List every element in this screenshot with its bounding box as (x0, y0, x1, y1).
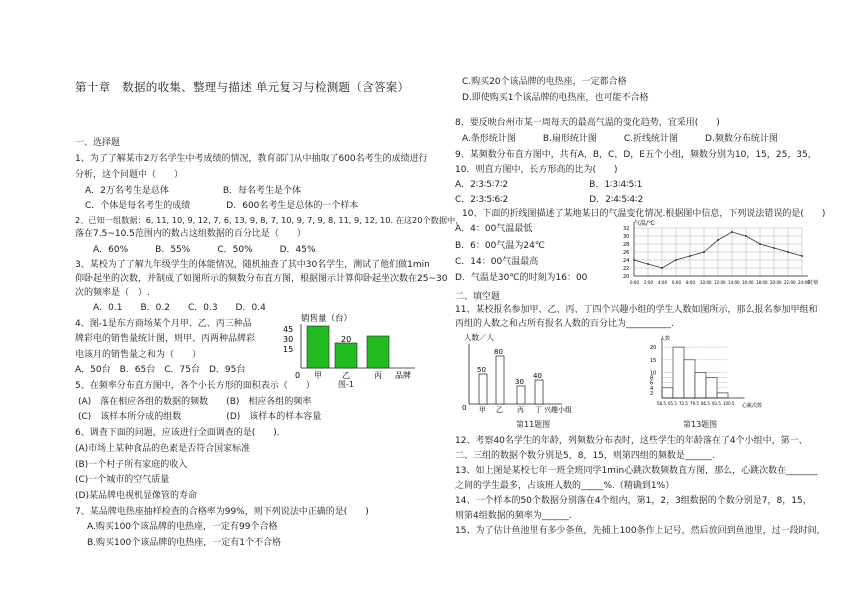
temp-xtick: 12:00 (714, 280, 726, 285)
fig1-cat-yi: 乙 (342, 371, 350, 380)
fig1-origin: 0 (295, 371, 301, 380)
q7-option-d: D.即使购买1个该品牌的电热座，也可能不合格 (462, 93, 649, 103)
q4-options: A．50台 B．65台 C．75台 D．95台 (75, 365, 246, 375)
fig1-ylabel: 销售量（台） (301, 314, 353, 324)
fig13-heartbeat-histogram (640, 332, 780, 414)
fig13-ylabel: 人数 (660, 336, 671, 342)
fig1-bar-bing (367, 336, 389, 368)
q3-line2: 仰卧起坐的次数，并制成了如图所示的频数分布直方图，根据图示计算仰卧起坐次数在25~30 (75, 274, 448, 284)
fig11-label-ding: 40 (533, 372, 542, 380)
temp-ytick: 32 (623, 226, 630, 232)
page-title: 第十章 数据的收集、整理与描述 单元复习与检测题（含答案） (75, 80, 410, 94)
temp-point (759, 243, 761, 245)
q6-option-a: (A)市场上某种食品的色素是否符合国家标准 (75, 444, 251, 454)
temp-xtick: 16:00 (742, 280, 754, 285)
fig13-ytick: 2 (650, 390, 654, 397)
fig11-ylabel: 人数／人 (464, 333, 494, 342)
q2-line1: 2、已知一组数据：6, 11, 10, 9, 12, 7, 6, 13, 9, 8, 7, 10, 9, 7, 9, 8, 11, 9, 12, 10. 在这20个数据中， (75, 215, 464, 225)
fig11-bar-bing (517, 386, 525, 404)
fig11-cat-ding: 丁 (535, 406, 542, 414)
q11-line2: 丙组的人数之和占所有报名人数的百分比为__________. (455, 319, 674, 329)
temp-ytick: 24 (623, 258, 630, 264)
q6-option-d: (D)某品牌电视机显像管的寿命 (75, 491, 197, 501)
q8-options: A.条形统计图 B.扇形统计图 C.折线统计图 D.频数分布统计图 (462, 134, 778, 144)
temp-xlabel: 时刻 (808, 280, 819, 286)
temp-xtick: 10:00 (700, 280, 712, 285)
q1-options-ab: A．2万名考生是总体 B．每名考生是个体 (85, 186, 302, 196)
q3-options: A．0.1 B．0.2 C．0.3 D．0.4 (93, 303, 266, 313)
fig11-label-jia: 50 (477, 366, 486, 374)
q13-line1: 13、如上图是某校七年一班全班同学1min心跳次数频数直方图，那么，心跳次数在_______ (455, 466, 818, 476)
fig13-caption: 第13题图 (683, 420, 718, 429)
temp-xtick: 22:00 (784, 280, 796, 285)
fig11-cat-jia: 甲 (479, 406, 486, 414)
fig13-bar (673, 347, 684, 398)
fig1-xlabel: 品牌 (395, 371, 411, 380)
q2-line2: 落在7.5~10.5范围内的数占这组数据的百分比是（ ） (75, 229, 306, 239)
fig11-cat-bing: 丙 (517, 406, 524, 414)
fig13-xtick: 65.5 (668, 401, 677, 406)
temp-xtick: 2:00 (644, 280, 653, 285)
fig13-bar (684, 360, 695, 398)
fig13-ytick: 8 (650, 375, 654, 382)
fig13-bar (706, 378, 717, 398)
fig11-caption: 第11题图 (516, 420, 551, 429)
fig13-xtick: 72.5 (679, 401, 688, 406)
fig13-xtick: 100.5 (723, 401, 735, 406)
fig1-ytick-15: 15 (283, 345, 294, 354)
q7-option-c: C.购买20个该品牌的电热座，一定都合格 (462, 77, 627, 87)
fig13-xlabel: 心跳次数 (742, 403, 763, 409)
q10-option-b: B．6：00气温为24℃ (455, 241, 545, 251)
temp-point (647, 263, 649, 265)
fig1-cat-jia: 甲 (314, 371, 322, 380)
fig13-xtick: 86.5 (701, 401, 710, 406)
q4-line3: 电该月的销售量之和为（ ） (75, 350, 202, 360)
fig11-origin: 0 (462, 404, 467, 412)
temp-ytick: 20 (623, 274, 630, 280)
fig13-ytick: 4 (650, 385, 654, 392)
temp-xtick: 14:00 (728, 280, 740, 285)
q9-options-cd: C．2∶3∶5∶6∶2 D．2∶4∶5∶4∶2 (455, 195, 644, 205)
temp-point (801, 255, 803, 257)
temp-point (787, 251, 789, 253)
q5-line1: 5、在频率分布直方图中，各个小长方形的面积表示（ ） (75, 381, 315, 391)
temp-point (731, 231, 733, 233)
q7-option-b: B.购买100个该品牌的电热座，一定有1个不合格 (87, 538, 281, 548)
fig11-bar-yi (496, 356, 504, 404)
q14-line1: 14、一个样本的50个数据分别落在4个组内，第1，2，3组数据的个数分别是7，8，15， (455, 496, 812, 506)
fig1-sales-bar-chart (275, 312, 425, 384)
fig11-bar-jia (479, 374, 487, 404)
temp-point (773, 247, 775, 249)
temp-xtick: 20:00 (770, 280, 782, 285)
temp-point (717, 239, 719, 241)
temp-point (703, 251, 705, 253)
q9-options-ab: A．2∶3∶5∶7∶2 B．1∶3∶4∶5∶1 (455, 180, 643, 190)
fig11-label-bing: 30 (515, 378, 524, 386)
q15-line1: 15、为了估计鱼池里有多少条鱼，先捕上100条作上记号，然后放回到鱼池里，过一段时间， (455, 526, 826, 536)
section-fill-heading: 二、填空题 (455, 292, 501, 302)
fig13-bar (695, 373, 706, 398)
temp-ytick: 22 (623, 266, 630, 272)
temp-point (689, 255, 691, 257)
temp-ytick: 26 (623, 250, 630, 256)
fig11-bar-ding (535, 380, 543, 404)
q12-line2: 二、三组的数据个数分别是5，8，15，则第四组的频数是______. (455, 451, 715, 461)
q10-line1: 10、下面的折线图描述了某地某日的气温变化情况.根据图中信息，下列说法错误的是( ) (462, 209, 826, 219)
fig11-xlabel: 兴趣小组 (544, 406, 572, 414)
temp-ytick: 30 (623, 234, 630, 240)
q1-options-cd: C．个体是每名考生的成绩 D．600名考生是总体的一个样本 (85, 201, 359, 211)
temp-line-chart (622, 218, 827, 288)
temp-point (745, 235, 747, 237)
q4-line1: 4、图-1是东方商场某个月甲、乙、丙三种品 (75, 319, 252, 329)
q3-line1: 3、某校为了了解九年级学生的体能情况，随机抽查了其中30名学生，测试了他们做1min (75, 260, 430, 270)
q7-option-a: A.购买100个该品牌的电热座，一定有99个合格 (87, 522, 278, 532)
q10-option-d: D．气温是30℃的时刻为16：00 (455, 273, 588, 283)
fig11-label-yi: 80 (494, 348, 503, 356)
fig13-xtick: 79.5 (690, 401, 699, 406)
q3-line3: 次的频率是（ ）. (75, 288, 150, 298)
q10-option-c: C．14：00气温最高 (455, 257, 539, 267)
q2-options: A．60% B．55% C．50% D．45% (93, 245, 316, 255)
fig1-bar-jia (307, 326, 329, 368)
fig13-xtick: 93.5 (712, 401, 721, 406)
q6-option-c: (C)一个城市的空气质量 (75, 475, 170, 485)
section-choice-heading: 一、选择题 (75, 138, 121, 148)
fig13-ytick: 10 (650, 370, 657, 377)
q7-line1: 7、某品牌电热座抽样检查的合格率为99%，则下列说法中正确的是( ) (75, 507, 369, 517)
fig1-ytick-30: 30 (283, 335, 294, 344)
fig11-group-bar-chart (462, 330, 582, 415)
fig1-label-yi: 20 (341, 335, 352, 344)
temp-ytick: 28 (623, 242, 630, 248)
q1-line2: 分析，这个问题中（ ） (75, 170, 184, 180)
fig1-caption: 图-1 (338, 380, 354, 389)
q5-options-ab: (A) 落在相应各组的数据的频数 (B) 相应各组的频率 (78, 397, 312, 407)
fig13-ytick: 20 (650, 345, 657, 352)
temp-xtick: 6:00 (672, 280, 681, 285)
fig13-bar (662, 388, 673, 398)
fig1-bar-yi (335, 343, 357, 368)
temp-xtick: 4:00 (658, 280, 667, 285)
temp-ylabel: 气温/℃ (634, 220, 655, 227)
temp-xtick: 18:00 (756, 280, 768, 285)
q12-line1: 12、考察40名学生的年龄，列频数分布表时，这些学生的年龄落在了4个小组中，第一、 (455, 436, 808, 446)
q13-line2: 之间的学生最多，占该班人数的_____%.（精确到1%） (455, 481, 675, 491)
temp-point (675, 259, 677, 261)
q8-line1: 8、要反映台州市某一周每天的最高气温的变化趋势，宜采用( ) (455, 118, 720, 128)
temp-xtick: 0:00 (630, 280, 639, 285)
fig11-cat-yi: 乙 (496, 406, 503, 414)
q9-line1: 9、某频数分布直方图中，共有A，B，C，D，E五个小组，频数分别为10，15，25，35， (455, 150, 817, 160)
q10-option-a: A．4：00气温最低 (455, 224, 533, 234)
fig13-xtick: 58.5 (657, 401, 666, 406)
q11-line1: 11、某校报名参加甲、乙、丙、丁四个兴趣小组的学生人数如图所示，那么报名参加甲组和 (455, 305, 818, 315)
q6-line1: 6、调查下面的问题，应该进行全面调查的是( ). (75, 428, 280, 438)
q6-option-b: (B)一个村子所有家庭的收入 (75, 460, 188, 470)
fig1-cat-bing: 丙 (374, 371, 382, 380)
q5-options-cd: (C) 该样本所分成的组数 (D) 该样本的样本容量 (78, 412, 322, 422)
temp-point (633, 259, 635, 261)
q4-line2: 牌彩电的销售量统计图，则甲、丙两种品牌彩 (75, 334, 256, 344)
q14-line2: 则第4组数据的频率为______. (455, 511, 572, 521)
temp-point (661, 267, 663, 269)
fig13-bar (717, 393, 728, 398)
fig13-ytick: 15 (650, 357, 657, 364)
temp-xtick: 24:00 (798, 280, 810, 285)
fig13-ytick: 6 (650, 380, 654, 387)
temp-xtick: 8:00 (686, 280, 695, 285)
q9-line2: 10．则直方图中，长方形高的比为( ) (455, 165, 618, 175)
q1-line1: 1、为了了解某市2万名学生中考成绩的情况，教育部门从中抽取了600名考生的成绩进行 (75, 154, 428, 164)
fig1-ytick-45: 45 (283, 325, 294, 334)
